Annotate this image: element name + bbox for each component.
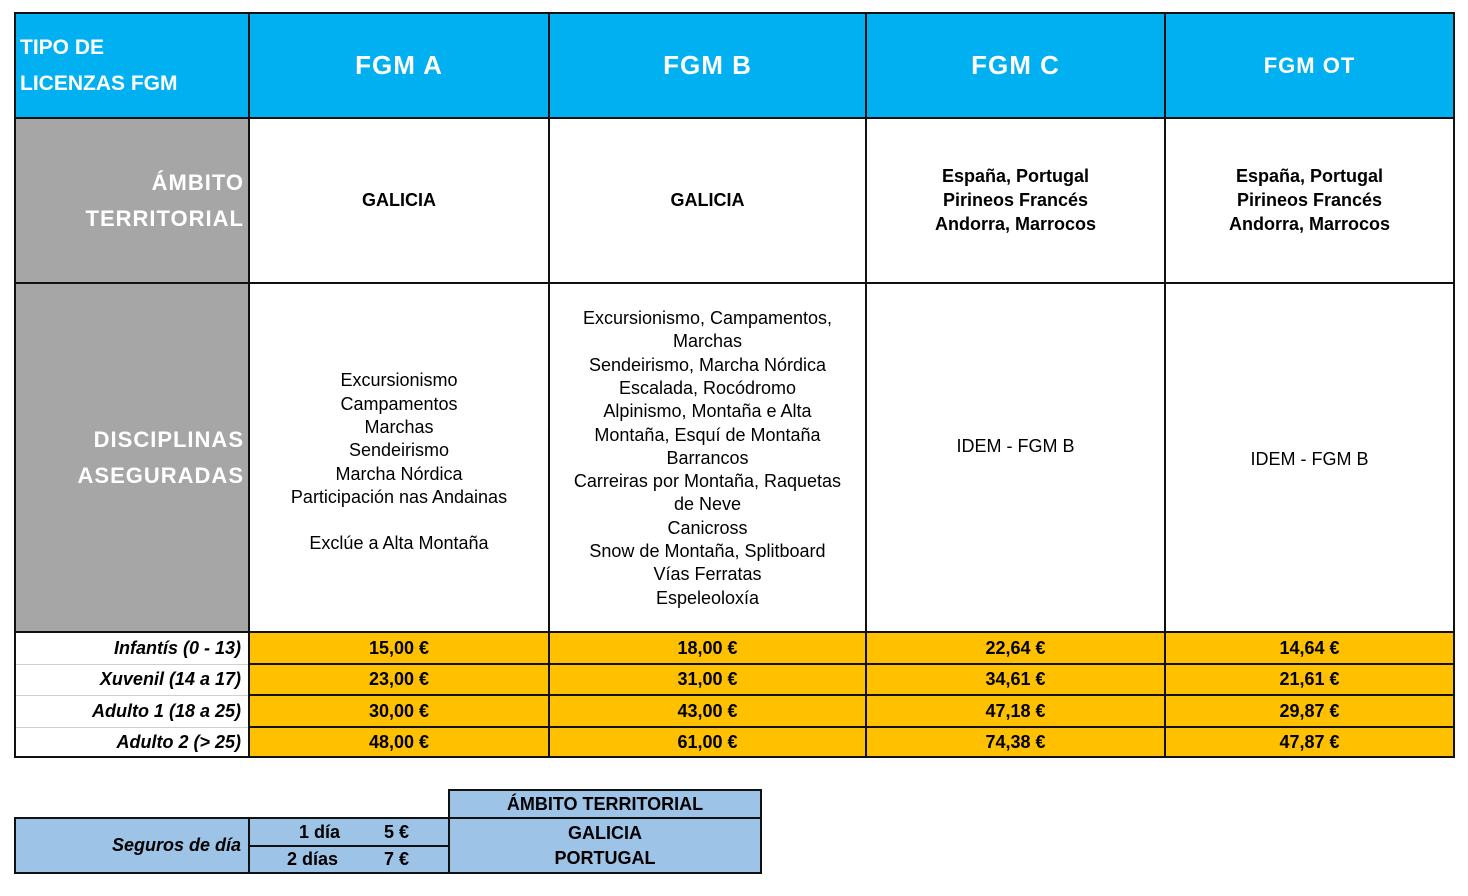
seguros-ambito-value: PORTUGAL: [554, 847, 656, 868]
table-border: [14, 817, 762, 819]
ambito-fgm-ot: [1165, 118, 1454, 283]
table-border: [865, 12, 867, 758]
table-border: [249, 694, 1455, 696]
disciplinas-row-label: [14, 283, 249, 632]
days-label: 1 día: [299, 821, 341, 842]
price-fgm-b: 31,00 €: [549, 664, 866, 695]
discipline-item: Canicross: [667, 517, 748, 538]
price-fgm-c: 22,64 €: [866, 632, 1165, 664]
discipline-exclusion: Exclúe a Alta Montaña: [309, 533, 489, 554]
table-border: [1164, 12, 1166, 758]
table-border: [448, 789, 450, 874]
table-border: [248, 817, 250, 874]
day-row-1: [249, 818, 449, 846]
ambito-fgm-b-value: GALICIA: [670, 190, 745, 210]
table-border: [449, 789, 762, 791]
price-fgm-b: 61,00 €: [549, 727, 866, 757]
price-fgm-a: 48,00 €: [249, 727, 549, 757]
discipline-spacer: [291, 509, 507, 532]
table-border: [14, 12, 16, 758]
ambito-label-line-1: ÁMBITO: [151, 169, 244, 195]
price-fgm-ot: 29,87 €: [1165, 695, 1454, 727]
age-label: Adulto 1 (18 a 25): [14, 695, 249, 727]
discipline-item: Montaña, Esquí de Montaña: [594, 424, 821, 445]
corner-header-line-2: LICENZAS FGM: [20, 71, 178, 95]
price-fgm-a: 15,00 €: [249, 632, 549, 664]
table-border: [14, 872, 762, 874]
corner-header: [14, 13, 249, 118]
ambito-fgm-c-line: Pirineos Francés: [942, 189, 1089, 210]
price-fgm-c: 34,61 €: [866, 664, 1165, 695]
age-label: Adulto 2 (> 25): [14, 727, 249, 757]
column-header-fgm-b: FGM B: [549, 13, 866, 118]
table-border: [14, 12, 1455, 14]
table-border: [14, 631, 1455, 633]
discipline-item: Participación nas Andainas: [290, 486, 508, 507]
discipline-item: Campamentos: [340, 393, 458, 414]
ambito-label-line-2: TERRITORIAL: [85, 205, 244, 231]
table-border: [249, 726, 1455, 728]
table-border: [14, 117, 1455, 119]
days-price: 5 €: [384, 821, 410, 842]
price-fgm-ot: 14,64 €: [1165, 632, 1454, 664]
ambito-row-label: [14, 118, 249, 283]
ambito-fgm-c-line: Andorra, Marrocos: [934, 213, 1097, 234]
ambito-fgm-ot-line: España, Portugal: [1235, 165, 1384, 186]
ambito-territorial-header: ÁMBITO TERRITORIAL: [449, 790, 761, 818]
seguros-ambito-value: GALICIA: [568, 822, 642, 843]
table-border: [248, 12, 250, 758]
disciplinas-fgm-a: [249, 283, 549, 632]
disciplinas-fgm-c-value: IDEM - FGM B: [956, 435, 1075, 456]
table-border: [14, 756, 1455, 758]
discipline-item: Sendeirismo: [348, 440, 450, 461]
ambito-fgm-c: [866, 118, 1165, 283]
discipline-item: Snow de Montaña, Splitboard: [589, 541, 826, 562]
disciplinas-fgm-b: [549, 283, 866, 632]
discipline-item: de Neve: [673, 494, 742, 515]
days-price: 7 €: [384, 849, 410, 869]
ambito-fgm-ot-line: Andorra, Marrocos: [1228, 213, 1391, 234]
price-fgm-ot: 21,61 €: [1165, 664, 1454, 695]
ambito-fgm-a-value: GALICIA: [362, 190, 436, 210]
price-fgm-ot: 47,87 €: [1165, 727, 1454, 757]
price-fgm-b: 18,00 €: [549, 632, 866, 664]
table-border: [16, 727, 248, 728]
corner-header-line-1: TIPO DE: [20, 35, 105, 59]
table-border: [249, 845, 449, 847]
table-border: [1453, 12, 1455, 758]
discipline-item: Carreiras por Montaña, Raquetas: [573, 471, 842, 492]
day-row-2: [249, 846, 449, 873]
disciplinas-fgm-ot: [1165, 283, 1454, 632]
ambito-fgm-b: [549, 118, 866, 283]
discipline-item: Sendeirismo, Marcha Nórdica: [588, 354, 827, 375]
disciplinas-fgm-c: [866, 283, 1165, 632]
price-fgm-a: 23,00 €: [249, 664, 549, 695]
ambito-fgm-c-line: España, Portugal: [941, 165, 1090, 186]
discipline-item: Marchas: [364, 416, 434, 437]
table-border: [14, 282, 1455, 284]
table-border: [249, 663, 1455, 665]
discipline-item: Marcha Nórdica: [335, 463, 463, 484]
table-border: [14, 817, 16, 874]
column-header-fgm-c: FGM C: [866, 13, 1165, 118]
discipline-item: Escalada, Rocódromo: [618, 377, 797, 398]
table-border: [16, 695, 248, 696]
price-fgm-c: 74,38 €: [866, 727, 1165, 757]
discipline-item: Vías Ferratas: [653, 564, 762, 585]
price-fgm-a: 30,00 €: [249, 695, 549, 727]
discipline-item: Barrancos: [666, 447, 749, 468]
seguros-label: Seguros de día: [14, 818, 249, 873]
discipline-item: Excursionismo: [340, 370, 458, 391]
age-label: Infantís (0 - 13): [14, 632, 249, 664]
table-border: [548, 12, 550, 758]
age-label: Xuvenil (14 a 17): [14, 664, 249, 695]
ambito-fgm-a: [249, 118, 549, 283]
seguros-ambito-values: [449, 818, 761, 873]
price-fgm-c: 47,18 €: [866, 695, 1165, 727]
ambito-fgm-ot-line: Pirineos Francés: [1236, 189, 1383, 210]
discipline-item: Espeleoloxía: [655, 587, 760, 608]
discipline-item: Alpinismo, Montaña e Alta: [603, 401, 812, 422]
disciplinas-label-line-2: ASEGURADAS: [77, 462, 244, 488]
days-label: 2 días: [287, 849, 339, 869]
disciplinas-label-line-1: DISCIPLINAS: [93, 426, 244, 452]
table-border: [16, 664, 248, 665]
column-header-fgm-ot: FGM OT: [1165, 13, 1454, 118]
disciplinas-fgm-ot-value: IDEM - FGM B: [1250, 448, 1369, 469]
price-fgm-b: 43,00 €: [549, 695, 866, 727]
column-header-fgm-a: FGM A: [249, 13, 549, 118]
discipline-item: Marchas: [672, 331, 742, 352]
discipline-item: Excursionismo, Campamentos,: [582, 308, 833, 329]
table-border: [760, 789, 762, 874]
